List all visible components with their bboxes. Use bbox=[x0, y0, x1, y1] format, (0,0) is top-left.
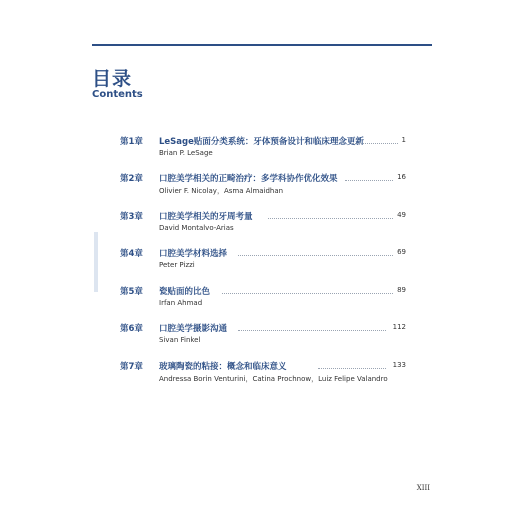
dot-leader bbox=[345, 180, 393, 181]
contents-title-en: Contents bbox=[92, 89, 143, 100]
toc-entry[interactable] bbox=[0, 247, 520, 279]
chapter-page: 49 bbox=[397, 211, 406, 219]
chapter-page: 112 bbox=[392, 323, 406, 331]
chapter-title: 口腔美学相关的正畸治疗：多学科协作优化效果 bbox=[159, 174, 338, 184]
toc-entry[interactable] bbox=[0, 322, 520, 354]
toc-entry[interactable] bbox=[0, 210, 520, 242]
chapter-page: 133 bbox=[392, 361, 406, 369]
chapter-author: Sivan Finkel bbox=[159, 336, 201, 344]
chapter-number: 第4章 bbox=[120, 249, 143, 259]
dot-leader bbox=[222, 293, 393, 294]
contents-title-cn: 目录 bbox=[92, 68, 133, 90]
dot-leader bbox=[268, 218, 393, 219]
toc-entry[interactable] bbox=[0, 285, 520, 317]
toc-entry[interactable] bbox=[0, 172, 520, 204]
chapter-author: Peter Pizzi bbox=[159, 261, 195, 269]
chapter-author: Irfan Ahmad bbox=[159, 299, 203, 307]
chapter-title: 口腔美学材料选择 bbox=[159, 249, 228, 259]
chapter-author: Olivier F. Nicolay，Asma Almaidhan bbox=[159, 187, 284, 195]
chapter-author: Andressa Borin Venturini，Catina Prochnow，Luiz Felipe Valandro bbox=[159, 375, 388, 383]
chapter-title: 玻璃陶瓷的粘接：概念和临床意义 bbox=[159, 362, 287, 372]
chapter-number: 第3章 bbox=[120, 212, 143, 222]
page-folio: XIII bbox=[416, 484, 430, 492]
chapter-page: 1 bbox=[401, 136, 406, 144]
chapter-author: David Montalvo-Arias bbox=[159, 224, 234, 232]
toc-entry[interactable] bbox=[0, 135, 520, 167]
chapter-title: 口腔美学相关的牙周考量 bbox=[159, 212, 253, 222]
chapter-page: 16 bbox=[397, 173, 406, 181]
chapter-title: 口腔美学摄影沟通 bbox=[159, 324, 228, 334]
dot-leader bbox=[352, 143, 398, 144]
chapter-title: 瓷贴面的比色 bbox=[159, 287, 211, 297]
chapter-number: 第6章 bbox=[120, 324, 143, 334]
chapter-number: 第2章 bbox=[120, 174, 143, 184]
dot-leader bbox=[238, 255, 393, 256]
dot-leader bbox=[318, 368, 386, 369]
chapter-number: 第1章 bbox=[120, 137, 143, 147]
chapter-title: LeSage贴面分类系统：牙体预备设计和临床理念更新 bbox=[159, 137, 364, 147]
chapter-page: 69 bbox=[397, 248, 406, 256]
chapter-page: 89 bbox=[397, 286, 406, 294]
chapter-author: Brian P. LeSage bbox=[159, 149, 213, 157]
toc-entry[interactable] bbox=[0, 360, 520, 392]
chapter-number: 第7章 bbox=[120, 362, 143, 372]
dot-leader bbox=[238, 330, 386, 331]
chapter-number: 第5章 bbox=[120, 287, 143, 297]
